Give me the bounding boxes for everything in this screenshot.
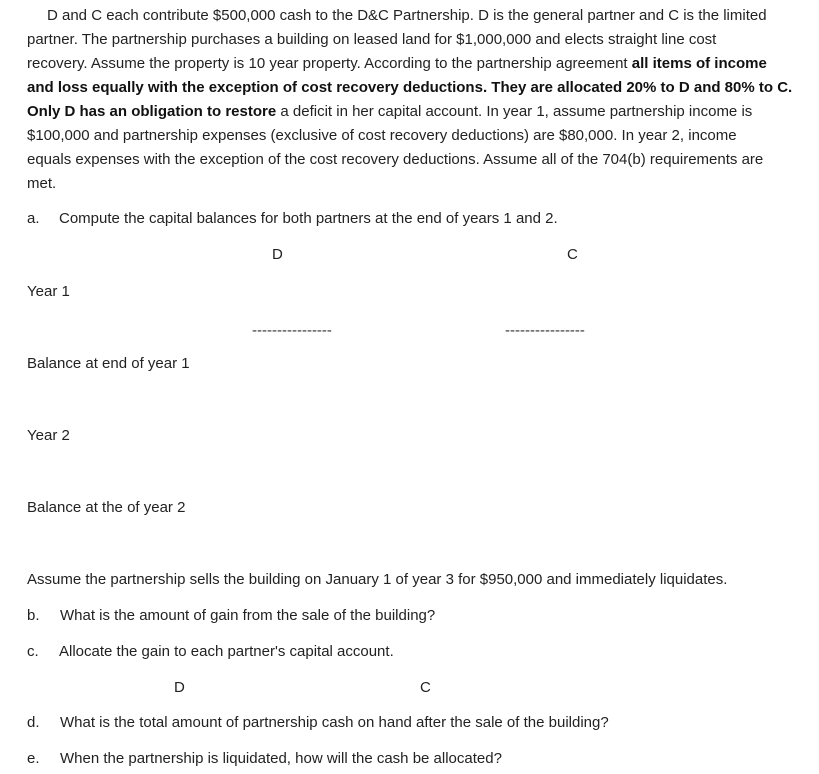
total-line-d: ----------------	[252, 322, 332, 339]
column-header-c: C	[567, 246, 578, 263]
question-c-text: Allocate the gain to each partner's capital account.	[59, 643, 394, 660]
intro-line-4-bold-b: They are allocated 20% to D and 80% to C.	[487, 79, 793, 96]
intro-line-5	[27, 100, 812, 124]
question-e-letter: e.	[27, 750, 40, 767]
problem-statement	[27, 4, 812, 196]
row-label-year-2: Year 2	[27, 427, 70, 444]
intro-line-3	[27, 52, 812, 76]
question-d-text: What is the total amount of partnership cash on hand after the sale of the building?	[60, 714, 609, 731]
sale-assumption: Assume the partnership sells the building on January 1 of year 3 for $950,000 and immediately liquidates.	[27, 571, 728, 588]
intro-line-2: partner. The partnership purchases a building on leased land for $1,000,000 and elects straight line cost	[27, 31, 717, 48]
row-label-year-1: Year 1	[27, 283, 70, 300]
question-e-text: When the partnership is liquidated, how will the cash be allocated?	[60, 750, 502, 767]
intro-line-1: D and C each contribute $500,000 cash to the D&C Partnership. D is the general partner and C is the limited	[47, 7, 767, 24]
question-c-letter: c.	[27, 643, 39, 660]
question-a-letter: a.	[27, 210, 40, 227]
intro-line-3-bold: all items of income	[631, 55, 767, 72]
intro-line-6: $100,000 and partnership expenses (exclusive of cost recovery deductions) are $80,000. In year 2, income	[27, 127, 737, 144]
intro-line-5-bold: Only D has an obligation to restore	[27, 103, 277, 120]
row-label-balance-year-1: Balance at end of year 1	[27, 355, 190, 372]
intro-line-7: equals expenses with the exception of the cost recovery deductions. Assume all of the 704(b) requirements are	[27, 151, 764, 168]
question-a-text: Compute the capital balances for both partners at the end of years 1 and 2.	[59, 210, 558, 227]
gain-column-header-c: C	[420, 679, 431, 696]
total-line-c: ----------------	[505, 322, 585, 339]
gain-column-header-d: D	[174, 679, 185, 696]
intro-line-5-text: a deficit in her capital account. In year 1, assume partnership income is	[276, 103, 753, 120]
question-d-letter: d.	[27, 714, 40, 731]
question-b-letter: b.	[27, 607, 40, 624]
intro-line-4	[27, 76, 812, 100]
row-label-balance-year-2: Balance at the of year 2	[27, 499, 186, 516]
question-b-text: What is the amount of gain from the sale of the building?	[60, 607, 436, 624]
column-header-d: D	[272, 246, 283, 263]
intro-line-3-text: recovery. Assume the property is 10 year property. According to the partnership agreement	[27, 55, 632, 72]
intro-line-8: met.	[27, 175, 57, 192]
intro-line-4-bold-a: and loss equally with the exception of cost recovery deductions.	[27, 79, 488, 96]
